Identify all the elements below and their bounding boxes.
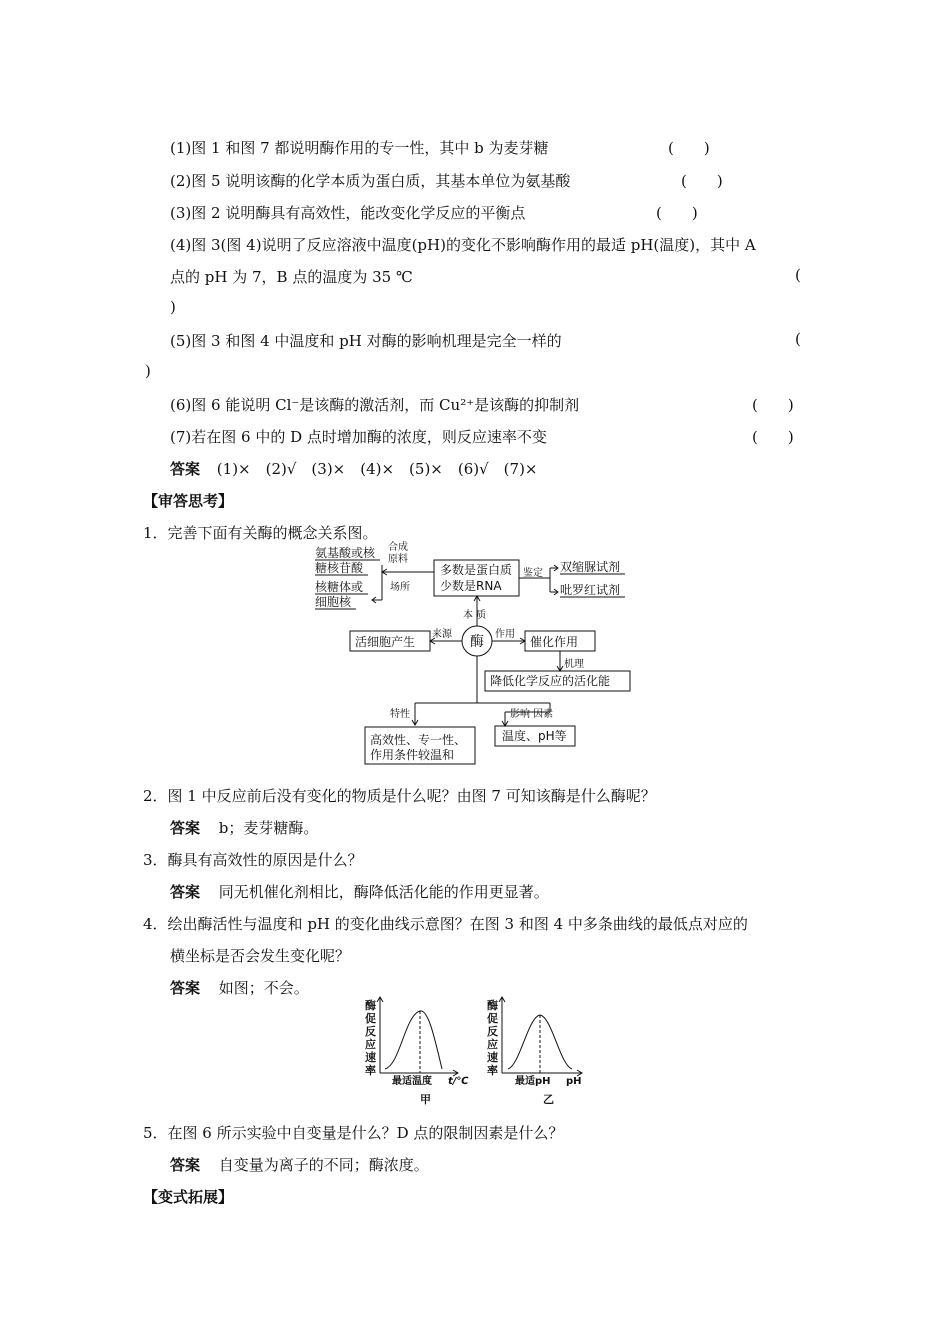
left-ylabel-5: 速 (365, 1051, 376, 1064)
box-factor: 温度、pH等 (502, 729, 567, 743)
answer-paren-4-open: ( (795, 266, 801, 284)
answer-5-text: 自变量为离子的不同；酶浓度。 (218, 1156, 429, 1174)
left-ylabel-1: 酶 (365, 999, 376, 1012)
answer-paren-7: ( ) (752, 428, 794, 446)
answers-row (170, 458, 538, 479)
right-ylabel-1: 酶 (487, 999, 498, 1012)
box-property-line1: 高效性、专一性、 (370, 733, 467, 747)
statement-4-line1: (4)图 3(图 4)说明了反应溶液中温度(pH)的变化不影响酶作用的最适 pH(温度)，其中 A (170, 236, 756, 254)
answer-2-label: 答案 (170, 819, 201, 837)
box-pyronin: 吡罗红试剂 (560, 583, 621, 597)
box-amino-acid-line2: 糖核苷酸 (315, 561, 364, 575)
label-action: 作用 (495, 629, 515, 640)
box-action: 催化作用 (530, 635, 579, 649)
box-nature-line1: 多数是蛋白质 (440, 563, 513, 577)
statement-5: (5)图 3 和图 4 中温度和 pH 对酶的影响机理是完全一样的 (170, 332, 562, 350)
answer-2-text: b；麦芽糖酶。 (218, 819, 319, 837)
answer-paren-5-close: ) (145, 362, 151, 380)
box-site-line2: 细胞核 (315, 595, 352, 609)
answer-paren-4-close: ) (170, 298, 176, 316)
answers-line: (1)× (2)√ (3)× (4)× (5)× (6)√ (7)× (216, 460, 538, 478)
label-site: 场所 (390, 582, 410, 593)
right-xlabel: 最适pH (515, 1076, 551, 1087)
answer-5-row (170, 1154, 429, 1175)
box-source: 活细胞产生 (355, 635, 416, 649)
section-heading-review: 【审答思考】 (143, 492, 234, 510)
answer-3-row (170, 881, 549, 902)
box-amino-acid-line1: 氨基酸或核 (315, 546, 376, 560)
right-caption: 乙 (543, 1093, 554, 1106)
label-synth-1: 合成 (388, 542, 408, 553)
answer-3-text: 同无机催化剂相比，酶降低活化能的作用更显著。 (218, 883, 549, 901)
answer-paren-5-open: ( (795, 330, 801, 348)
statement-2: (2)图 5 说明该酶的化学本质为蛋白质，其基本单位为氨基酸 (170, 172, 571, 190)
answer-5-label: 答案 (170, 1156, 201, 1174)
left-ylabel-2: 促 (365, 1012, 376, 1025)
label-source: 来源 (432, 629, 452, 640)
statement-7: (7)若在图 6 中的 D 点时增加酶的浓度，则反应速率不变 (170, 428, 547, 446)
statement-1: (1)图 1 和图 7 都说明酶作用的专一性，其中 b 为麦芽糖 (170, 139, 549, 157)
answer-paren-6: ( ) (752, 396, 794, 414)
right-ylabel-4: 应 (487, 1038, 498, 1051)
right-ylabel-6: 率 (487, 1064, 498, 1077)
left-ylabel-6: 率 (365, 1064, 376, 1077)
label-mechanism: 机理 (564, 659, 584, 670)
center-enzyme: 酶 (470, 634, 484, 650)
label-property: 特性 (390, 709, 410, 720)
box-nature-line2: 少数是RNA (440, 579, 502, 593)
answer-2-row (170, 817, 318, 838)
right-unit: pH (566, 1076, 582, 1087)
box-site-line1: 核糖体或 (315, 580, 364, 594)
right-ylabel-3: 反 (487, 1025, 498, 1038)
question-4-line1: 4．绘出酶活性与温度和 pH 的变化曲线示意图？在图 3 和图 4 中多条曲线的最低点对应的 (143, 915, 748, 933)
answer-paren-2: ( ) (681, 172, 723, 190)
label-identify: 鉴定 (523, 568, 543, 579)
box-mechanism: 降低化学反应的活化能 (490, 674, 611, 688)
answer-4-text: 如图；不会。 (218, 979, 309, 997)
label-synth-2: 原料 (388, 554, 408, 565)
label-essence: 本 质 (463, 610, 487, 621)
left-caption: 甲 (420, 1093, 431, 1106)
left-xlabel: 最适温度 (392, 1076, 432, 1087)
question-4-line2: 横坐标是否会发生变化呢？ (170, 947, 351, 965)
answer-label: 答案 (170, 460, 201, 478)
box-biuret: 双缩脲试剂 (560, 560, 621, 574)
activity-curve-graphs (360, 995, 600, 1110)
statement-6: (6)图 6 能说明 Cl⁻是该酶的激活剂，而 Cu²⁺是该酶的抑制剂 (170, 396, 580, 414)
left-ylabel-4: 应 (365, 1038, 376, 1051)
statement-3: (3)图 2 说明酶具有高效性，能改变化学反应的平衡点 (170, 204, 526, 222)
left-ylabel-3: 反 (365, 1025, 376, 1038)
section-heading-variation: 【变式拓展】 (143, 1188, 234, 1206)
question-2: 2．图 1 中反应前后没有变化的物质是什么呢？由图 7 可知该酶是什么酶呢？ (143, 787, 656, 805)
answer-paren-1: ( ) (668, 139, 710, 157)
answer-4-row (170, 977, 309, 998)
answer-4-label: 答案 (170, 979, 201, 997)
right-ylabel-5: 速 (487, 1051, 498, 1064)
enzyme-concept-diagram (310, 540, 640, 770)
answer-paren-3: ( ) (656, 204, 698, 222)
left-unit: t/℃ (448, 1076, 469, 1087)
question-5: 5．在图 6 所示实验中自变量是什么？D 点的限制因素是什么？ (143, 1124, 564, 1142)
question-3: 3．酶具有高效性的原因是什么？ (143, 851, 363, 869)
answer-3-label: 答案 (170, 883, 201, 901)
question-1: 1．完善下面有关酶的概念关系图。 (143, 524, 378, 542)
box-property-line2: 作用条件较温和 (370, 748, 455, 762)
statement-4-line2: 点的 pH 为 7，B 点的温度为 35 ℃ (170, 268, 413, 286)
label-factor: 影响 因素 (510, 709, 554, 720)
right-ylabel-2: 促 (487, 1012, 498, 1025)
